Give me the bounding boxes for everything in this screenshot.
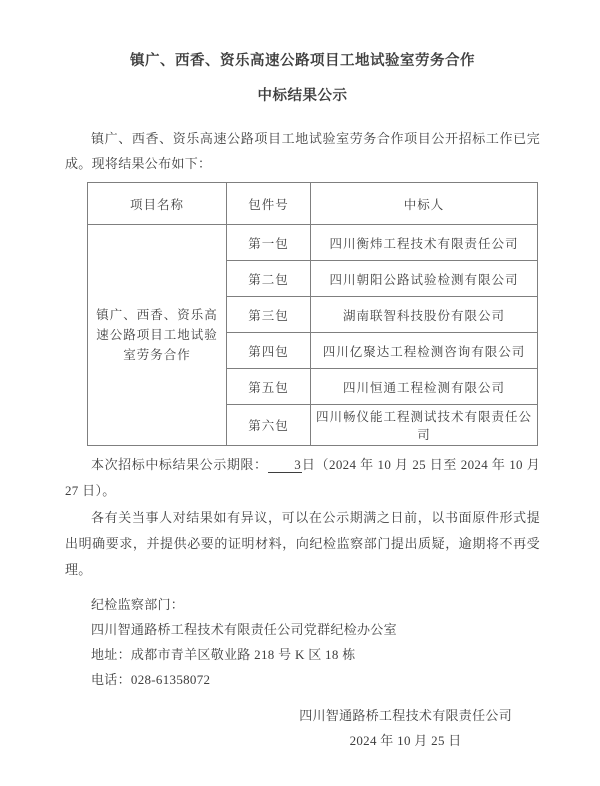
header-package-no: 包件号 — [227, 183, 311, 225]
period-prefix: 本次招标中标结果公示期限： — [91, 457, 268, 472]
package-cell: 第三包 — [227, 297, 311, 333]
period-suffix: 日（2024 年 10 月 25 日至 2024 年 10 月 27 日）。 — [65, 457, 540, 498]
winner-cell: 湖南联智科技股份有限公司 — [311, 297, 538, 333]
winner-cell: 四川畅仪能工程测试技术有限责任公司 — [311, 405, 538, 446]
objection-paragraph: 各有关当事人对结果如有异议，可以在公示期满之日前，以书面原件形式提出明确要求，并提供必要的证明材料，向纪检监察部门提出质疑，逾期将不再受理。 — [65, 510, 540, 577]
document-title-line1: 镇广、西香、资乐高速公路项目工地试验室劳务合作 — [130, 53, 475, 69]
package-cell: 第二包 — [227, 261, 311, 297]
winner-cell: 四川恒通工程检测有限公司 — [311, 369, 538, 405]
signature-date: 2024 年 10 月 25 日 — [349, 733, 462, 748]
header-project-name: 项目名称 — [88, 183, 227, 225]
table-row — [88, 225, 538, 261]
contact-block — [65, 592, 540, 692]
intro-paragraph: 镇广、西香、资乐高速公路项目工地试验室劳务合作项目公开招标工作已完成。现将结果公布如下： — [65, 131, 540, 171]
signature-block — [299, 703, 512, 753]
winner-cell: 四川衡炜工程技术有限责任公司 — [311, 225, 538, 261]
winner-cell: 四川朝阳公路试验检测有限公司 — [311, 261, 538, 297]
contact-phone: 电话：028-61358072 — [91, 672, 211, 687]
winner-cell: 四川亿聚达工程检测咨询有限公司 — [311, 333, 538, 369]
contact-address: 地址：成都市青羊区敬业路 218 号 K 区 18 栋 — [91, 647, 356, 662]
discipline-office-name: 四川智通路桥工程技术有限责任公司党群纪检办公室 — [91, 622, 397, 637]
bid-result-table — [87, 182, 538, 446]
table-header-row — [88, 183, 538, 225]
package-cell: 第五包 — [227, 369, 311, 405]
period-days-underlined: 3 — [268, 457, 302, 473]
publicity-period-paragraph — [65, 452, 540, 504]
signature-company: 四川智通路桥工程技术有限责任公司 — [299, 708, 512, 723]
package-cell: 第一包 — [227, 225, 311, 261]
discipline-dept-label: 纪检监察部门： — [91, 597, 185, 612]
package-cell: 第四包 — [227, 333, 311, 369]
project-name-cell: 镇广、西香、资乐高速公路项目工地试验室劳务合作 — [88, 225, 227, 446]
document-title-line2: 中标结果公示 — [257, 88, 348, 104]
package-cell: 第六包 — [227, 405, 311, 446]
header-winner: 中标人 — [311, 183, 538, 225]
